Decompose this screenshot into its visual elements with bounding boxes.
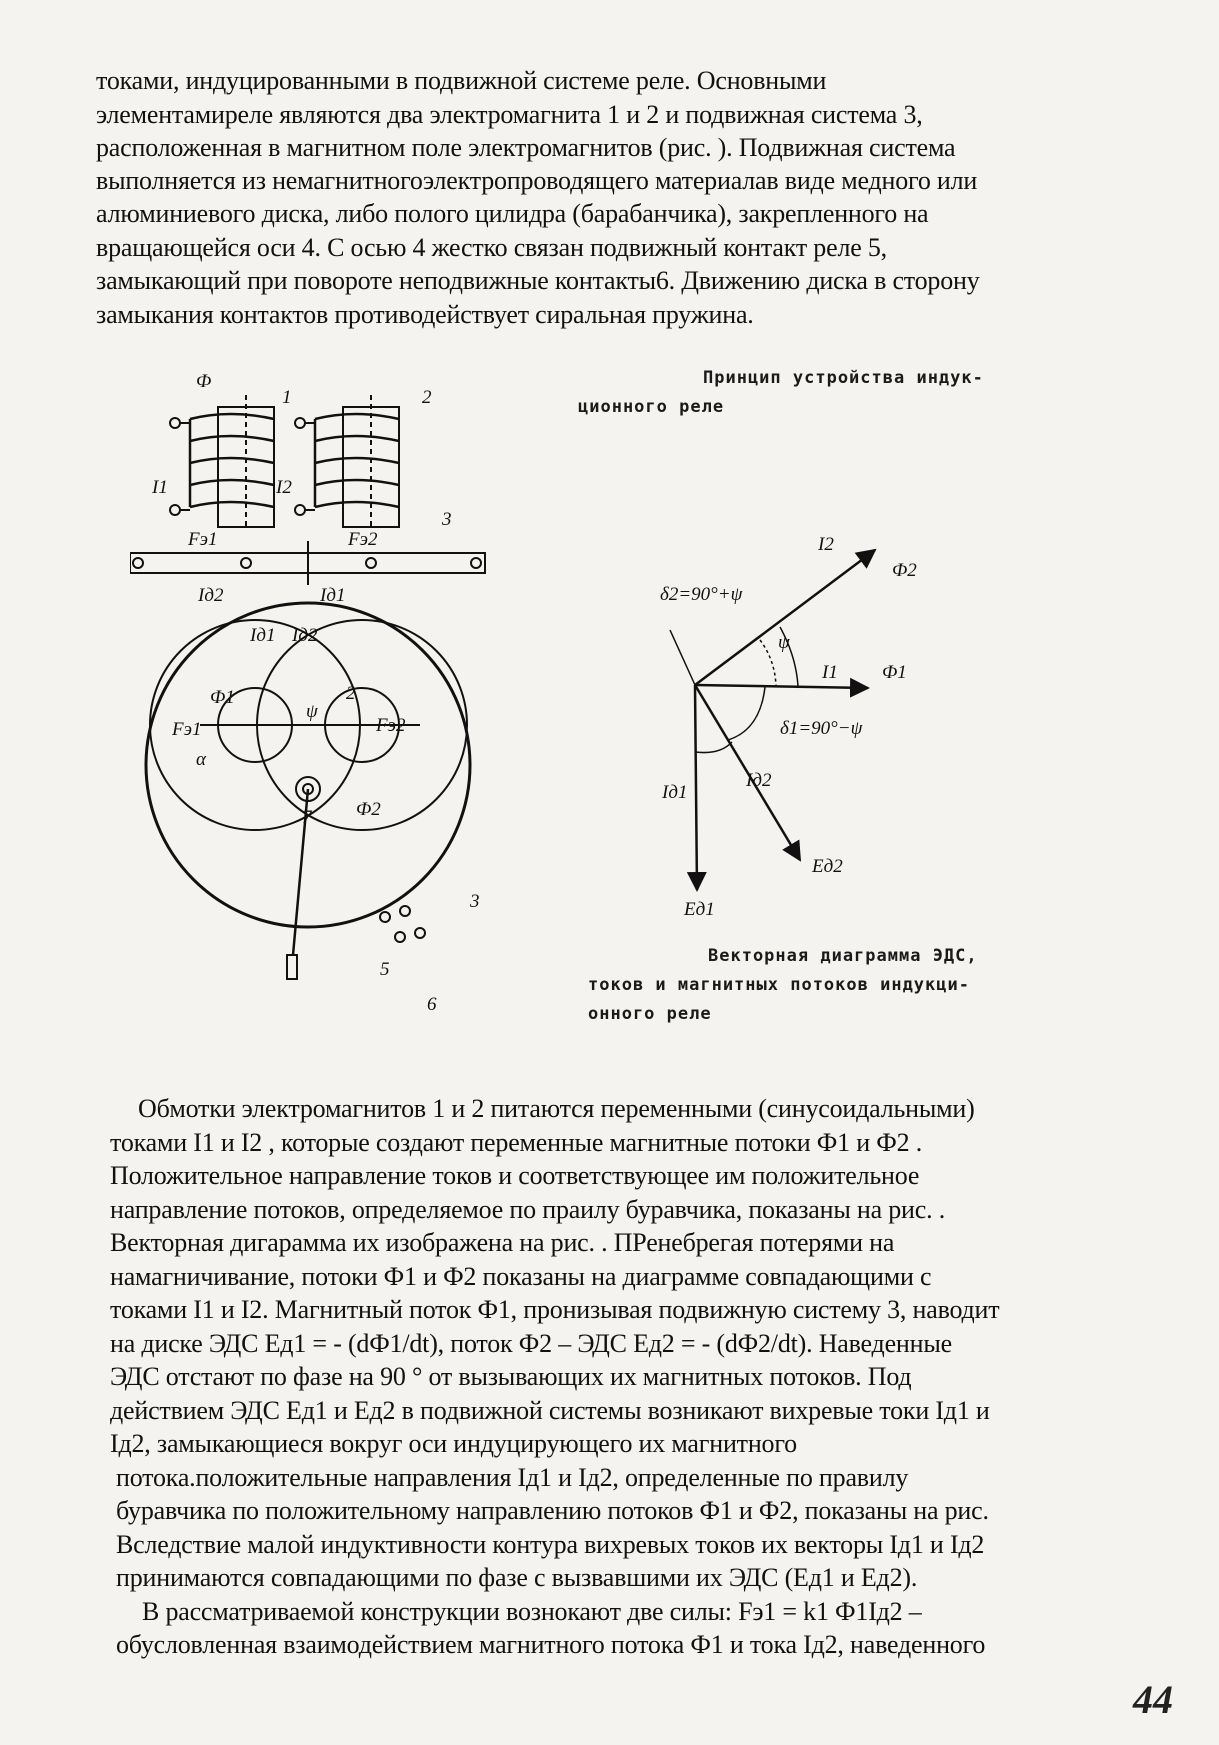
label-disk-Phi2: Ф2 xyxy=(356,799,381,820)
text-line: направление потоков, определяемое по праилу буравчика, показаны на рис. . xyxy=(110,1195,946,1224)
vector-I1-Phi1 xyxy=(695,685,868,688)
label-delta2: δ2=90°+ψ xyxy=(660,584,743,605)
label-disk-3: 3 xyxy=(470,891,480,912)
label-psi: ψ xyxy=(778,632,790,653)
vector-figure-caption xyxy=(588,942,978,1029)
terminal xyxy=(170,418,180,428)
caption-line: Векторная диаграмма ЭДС, xyxy=(708,946,978,966)
text-line: действием ЭДС Ед1 и Ед2 в подвижной системы возникают вихревые токи Iд1 и xyxy=(110,1396,990,1425)
text-line: замыкания контактов противодействует сиральная пружина. xyxy=(96,300,754,329)
label-Id2: Iд2 xyxy=(746,770,772,791)
disk-3 xyxy=(146,603,470,927)
text-line: на диске ЭДС Ед1 = - (dФ1/dt), поток Ф2 – ЭДС Ед2 = - (dФ2/dt). Наведенные xyxy=(110,1329,952,1358)
text-line: В рассматриваемой конструкции вознокают две силы: Fэ1 = k1 Ф1Iд2 – xyxy=(142,1597,922,1626)
text-line: принимаются совпадающими по фазе с вызвавшими их ЭДС (Ед1 и Ед2). xyxy=(116,1563,918,1592)
label-Id1: Iд1 xyxy=(662,782,688,803)
label-Ed1: Eд1 xyxy=(684,899,715,920)
caption-line: Принцип устройства индук- xyxy=(703,368,984,388)
label-disk-Id2: Iд2 xyxy=(292,625,318,646)
text-line: обусловленная взаимодействием магнитного потока Ф1 и тока Iд2, наведенного xyxy=(116,1630,986,1659)
text-line: замыкающий при повороте неподвижные контакты6. Движению диска в сторону xyxy=(96,266,980,295)
label-psi: ψ xyxy=(306,701,318,722)
terminal xyxy=(295,418,305,428)
text-line: ЭДС отстают по фазе на 90 ° от вызывающих их магнитных потоков. Под xyxy=(110,1362,912,1391)
coil-2 xyxy=(315,414,399,507)
label-disk-Phi1: Ф1 xyxy=(210,687,235,708)
fixed-contact-6 xyxy=(395,932,405,942)
label-I2: I2 xyxy=(818,534,834,555)
label-Ed2: Eд2 xyxy=(812,856,843,877)
fixed-contact-6 xyxy=(380,912,390,922)
text-line: Векторная дигарамма их изображена на рис. . ПРенебрегая потерями на xyxy=(110,1228,895,1257)
label-I1: I1 xyxy=(822,662,838,683)
text-line: Iд2, замыкающиеся вокруг оси индуцирующего их магнитного xyxy=(110,1429,797,1458)
page-number: 44 xyxy=(1133,1677,1173,1722)
label-I2: I2 xyxy=(276,477,292,498)
label-alpha: α xyxy=(196,749,206,770)
text-line: токами I1 и I2 , которые создают переменные магнитные потоки Ф1 и Ф2 . xyxy=(110,1128,922,1157)
label-5: 5 xyxy=(380,959,390,980)
relay-figure-caption xyxy=(578,364,984,422)
vector-labels xyxy=(660,534,917,920)
relay-diagram xyxy=(130,345,560,1025)
label-Phi1: Ф1 xyxy=(882,662,907,683)
label-2: 2 xyxy=(422,387,432,408)
label-Phi2: Ф2 xyxy=(892,560,917,581)
label-Fe2: Fэ2 xyxy=(348,529,378,550)
text-line: токами, индуцированными в подвижной системе реле. Основными xyxy=(96,66,827,95)
text-line: Вследствие малой индуктивности контура вихревых токов их векторы Iд1 и Iд2 xyxy=(116,1530,985,1559)
label-disk-Fe2: Fэ2 xyxy=(376,715,406,736)
moving-contact-5 xyxy=(287,955,297,979)
label-Id2: Iд2 xyxy=(198,585,224,606)
text-line: потока.положительные направления Iд1 и Iд2, определенные по правилу xyxy=(116,1463,909,1492)
vector-Id1-Ed1 xyxy=(695,685,697,890)
vector-I2-Phi2 xyxy=(695,550,875,685)
caption-line: онного реле xyxy=(588,1004,712,1024)
label-1: 1 xyxy=(282,387,292,408)
text-line: буравчика по положительному направлению потоков Ф1 и Ф2, показаны на рис. xyxy=(116,1496,989,1525)
label-delta1: δ1=90°−ψ xyxy=(780,718,863,739)
fixed-contact-6 xyxy=(415,928,425,938)
label-3: 3 xyxy=(442,509,452,530)
text-line: выполняется из немагнитногоэлектропроводящего материалав виде медного или xyxy=(96,166,978,195)
text-line: вращающейся оси 4. С осью 4 жестко связан подвижный контакт реле 5, xyxy=(96,233,887,262)
label-Id1: Iд1 xyxy=(320,585,346,606)
label-disk-Id1: Iд1 xyxy=(250,625,276,646)
text-line: элементамиреле являются два электромагнита 1 и 2 и подвижная система 3, xyxy=(96,100,923,129)
terminal xyxy=(170,505,180,515)
angle-delta1-arc xyxy=(728,687,765,740)
coil-1 xyxy=(190,414,274,507)
text-line: намагничивание, потоки Ф1 и Ф2 показаны на диаграмме совпадающими с xyxy=(110,1262,932,1291)
label-7: 7 xyxy=(302,807,312,828)
text-line: расположенная в магнитном поле электромагнитов (рис. ). Подвижная система xyxy=(96,133,956,162)
label-I1: I1 xyxy=(152,477,168,498)
caption-line: токов и магнитных потоков индукци- xyxy=(588,975,970,995)
fixed-contact-6 xyxy=(400,906,410,916)
caption-line: ционного реле xyxy=(578,397,725,417)
terminal xyxy=(295,505,305,515)
label-disk-2: 2 xyxy=(346,683,356,704)
text-line: Обмотки электромагнитов 1 и 2 питаются переменными (синусоидальными) xyxy=(138,1094,975,1123)
label-disk-Fe1: Fэ1 xyxy=(172,719,202,740)
text-line: токами I1 и I2. Магнитный поток Ф1, пронизывая подвижную систему 3, наводит xyxy=(110,1295,1000,1324)
label-phi: Ф xyxy=(196,371,212,392)
vector-diagram xyxy=(600,520,980,920)
text-line: Положительное направление токов и соответствующее им положительное xyxy=(110,1161,920,1190)
text-line: алюминиевого диска, либо полого цилидра (барабанчика), закрепленного на xyxy=(96,199,929,228)
label-Fe1: Fэ1 xyxy=(188,529,218,550)
label-6: 6 xyxy=(427,994,437,1015)
